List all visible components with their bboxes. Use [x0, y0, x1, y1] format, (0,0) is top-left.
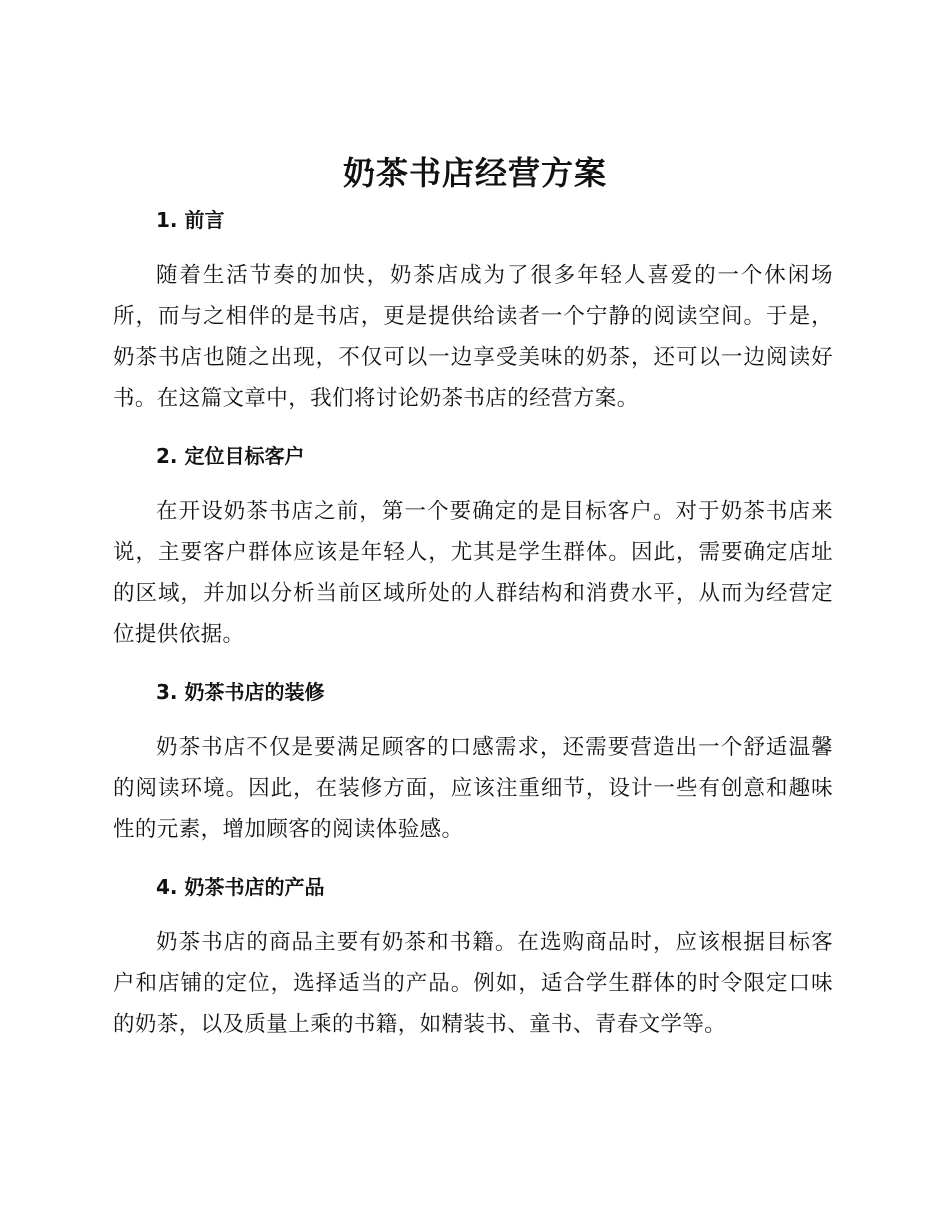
section-body-preface: 随着生活节奏的加快，奶茶店成为了很多年轻人喜爱的一个休闲场所，而与之相伴的是书店，更是提供给读者一个宁静的阅读空间。于是，奶茶书店也随之出现，不仅可以一边享受美味的奶茶，还可以一边阅读好书。在这篇文章中，我们将讨论奶茶书店的经营方案。 [113, 263, 833, 411]
section-heading-target-customers: 2. 定位目标客户 [156, 444, 305, 468]
section-body-decoration: 奶茶书店不仅是要满足顾客的口感需求，还需要营造出一个舒适温馨的阅读环境。因此，在装修方面，应该注重细节，设计一些有创意和趣味性的元素，增加顾客的阅读体验感。 [113, 735, 833, 842]
section-body-products: 奶茶书店的商品主要有奶茶和书籍。在选购商品时，应该根据目标客户和店铺的定位，选择适当的产品。例如，适合学生群体的时令限定口味的奶茶，以及质量上乘的书籍，如精装书、童书、青春文学等。 [113, 930, 833, 1037]
section-heading-preface: 1. 前言 [156, 208, 225, 232]
section-heading-products: 4. 奶茶书店的产品 [156, 875, 325, 899]
document-title: 奶茶书店经营方案 [342, 154, 607, 192]
section-body-target-customers: 在开设奶茶书店之前，第一个要确定的是目标客户。对于奶茶书店来说，主要客户群体应该是年轻人，尤其是学生群体。因此，需要确定店址的区域，并加以分析当前区域所处的人群结构和消费水平，从而为经营定位提供依据。 [113, 499, 833, 647]
section-heading-decoration: 3. 奶茶书店的装修 [156, 680, 325, 704]
